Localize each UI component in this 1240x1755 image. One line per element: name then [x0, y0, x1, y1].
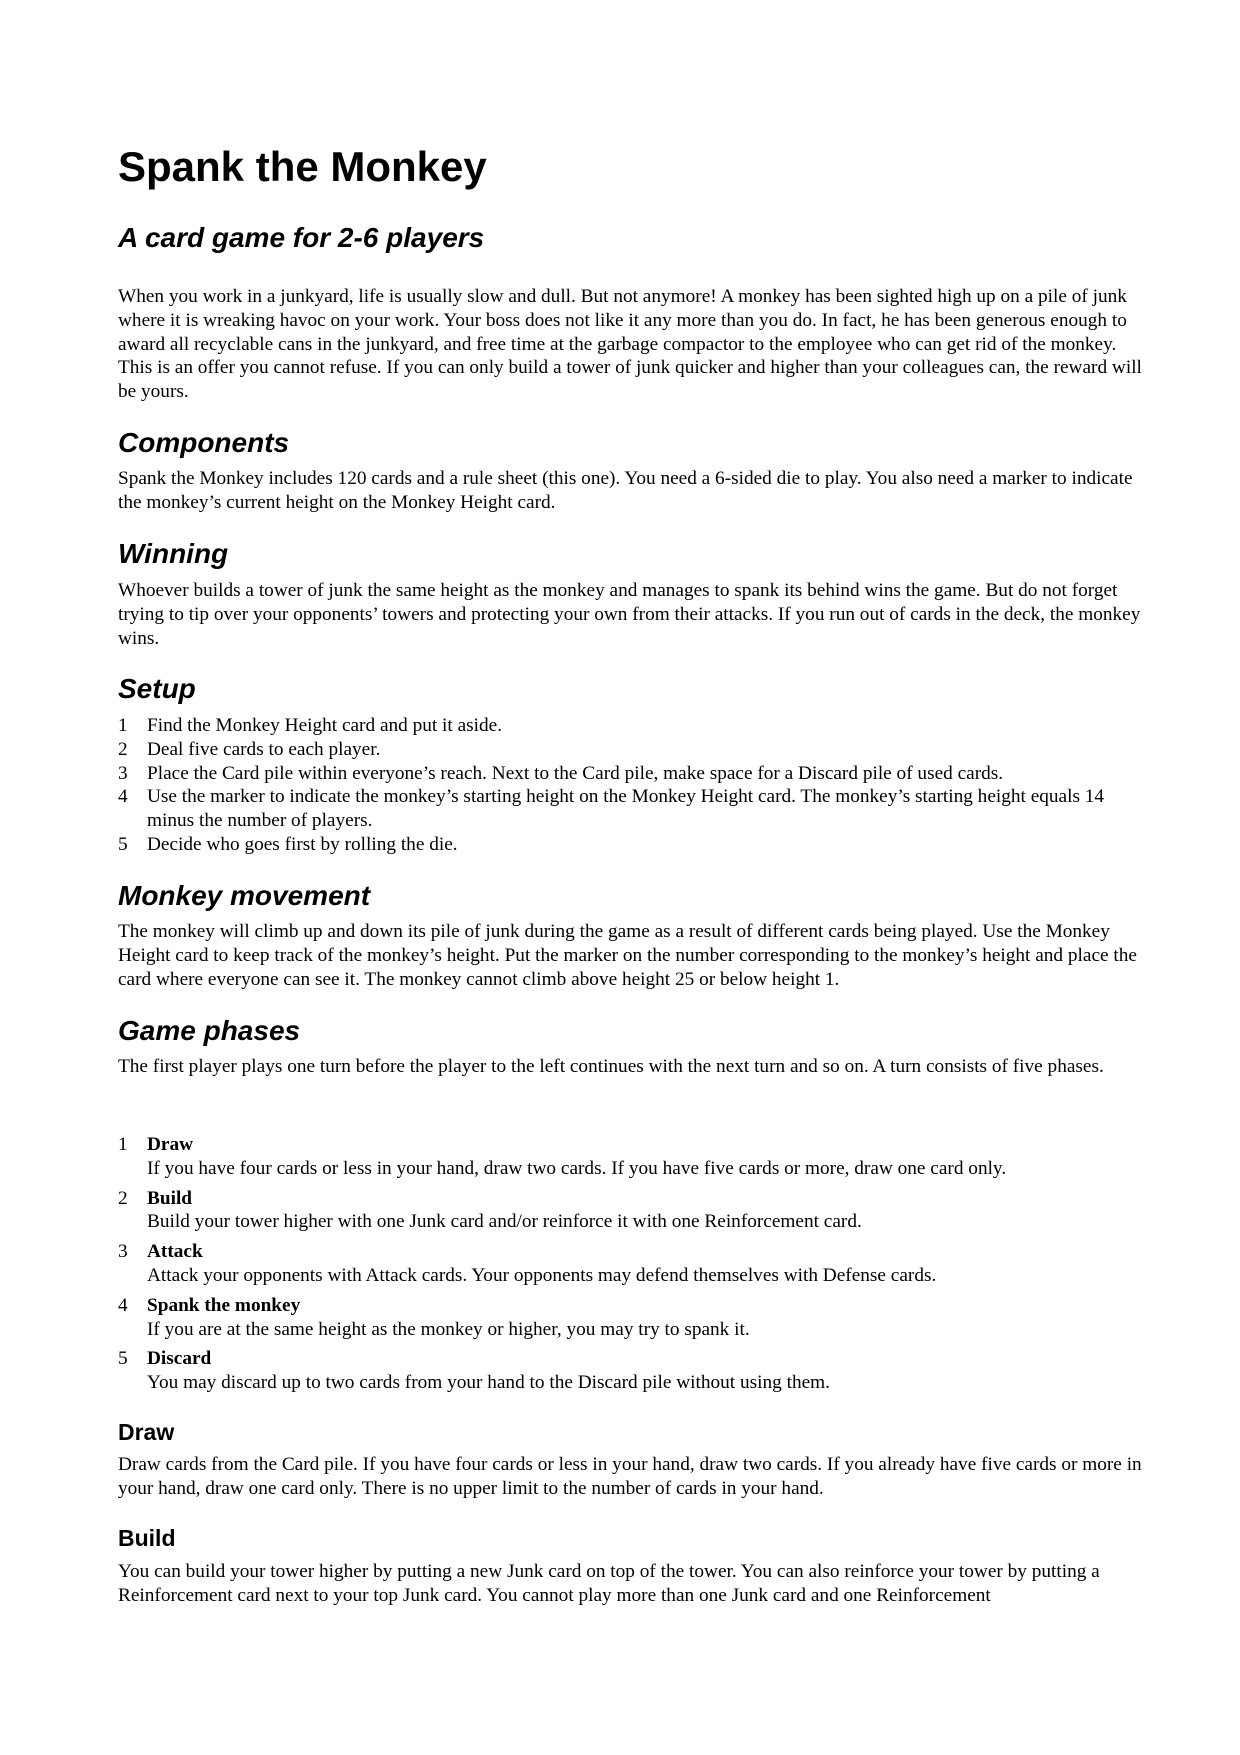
phase-item	[118, 1240, 1148, 1288]
page-subtitle: A card game for 2-6 players	[118, 222, 485, 253]
setup-item-text: Place the Card pile within everyone’s reach. Next to the Card pile, make space for a Discard pile of used cards.	[147, 762, 1004, 784]
game-phases-heading: Game phases	[118, 1015, 301, 1046]
phase-number: 4	[118, 1294, 128, 1316]
phase-number: 2	[118, 1187, 128, 1209]
setup-item	[118, 785, 1148, 833]
setup-item-text: Deal five cards to each player.	[147, 738, 381, 760]
intro-paragraph: When you work in a junkyard, life is usually slow and dull. But not anymore! A monkey has been sighted high up on a pile of junk where it is wreaking havoc on your work. Your boss does not like it any more than you do. In fact, he has been generous enough to award all recyclable cans in the junkyard, and free time at the garbage compactor to the employee who can get rid of the monkey. This is an offer you cannot refuse. If you can only build a tower of junk quicker and higher than your colleagues can, the reward will be yours.	[118, 286, 1142, 403]
phase-description: Attack your opponents with Attack cards. Your opponents may defend themselves with Defense cards.	[147, 1264, 937, 1286]
setup-list	[118, 714, 1148, 857]
game-phases-paragraph: The first player plays one turn before the player to the left continues with the next turn and so on. A turn consists of five phases.	[118, 1056, 1104, 1077]
setup-heading: Setup	[118, 673, 196, 704]
phase-number: 3	[118, 1241, 128, 1263]
phase-title: Spank the monkey	[147, 1294, 301, 1316]
monkey-movement-heading: Monkey movement	[118, 880, 371, 911]
phase-title: Build	[147, 1187, 193, 1209]
setup-item-text: Use the marker to indicate the monkey’s starting height on the Monkey Height card. The monkey’s starting height equals 14 minus the number of players.	[147, 786, 1105, 832]
phase-title: Attack	[147, 1241, 203, 1263]
setup-item-number: 3	[118, 762, 128, 784]
setup-item	[118, 714, 1148, 738]
components-paragraph: Spank the Monkey includes 120 cards and a rule sheet (this one). You need a 6-sided die to play. You also need a marker to indicate the monkey’s current height on the Monkey Height card.	[118, 468, 1133, 513]
phase-item	[118, 1187, 1148, 1235]
monkey-movement-paragraph: The monkey will climb up and down its pile of junk during the game as a result of different cards being played. Use the Monkey Height card to keep track of the monkey’s height. Put the marker on the number corresponding to the monkey’s height and place the card where everyone can see it. The monkey cannot climb above height 25 or below height 1.	[118, 921, 1137, 990]
phase-item	[118, 1347, 1148, 1395]
phase-title: Draw	[147, 1134, 194, 1155]
components-heading: Components	[118, 427, 290, 458]
setup-item	[118, 833, 1148, 857]
setup-item-number: 1	[118, 715, 128, 736]
phase-number: 1	[118, 1134, 128, 1155]
phase-description: You may discard up to two cards from your hand to the Discard pile without using them.	[147, 1372, 830, 1394]
setup-item	[118, 762, 1148, 786]
phases-list	[118, 1133, 1148, 1401]
setup-item-number: 4	[118, 786, 128, 808]
page-title: Spank the Monkey	[118, 143, 487, 190]
phase-description: If you are at the same height as the monkey or higher, you may try to spank it.	[147, 1318, 750, 1340]
setup-item-text: Find the Monkey Height card and put it aside.	[147, 715, 503, 736]
winning-heading: Winning	[118, 538, 229, 569]
winning-paragraph: Whoever builds a tower of junk the same height as the monkey and manages to spank its behind wins the game. But do not forget trying to tip over your opponents’ towers and protecting your own from their attacks. If you run out of cards in the deck, the monkey wins.	[118, 580, 1141, 649]
draw-paragraph: Draw cards from the Card pile. If you have four cards or less in your hand, draw two cards. If you already have five cards or more in your hand, draw one card only. There is no upper limit to the number of cards in your hand.	[118, 1454, 1142, 1499]
phase-number: 5	[118, 1348, 128, 1370]
phase-item	[118, 1133, 1148, 1181]
setup-item-number: 2	[118, 738, 128, 760]
setup-item	[118, 738, 1148, 762]
setup-item-number: 5	[118, 833, 128, 855]
phase-description: Build your tower higher with one Junk card and/or reinforce it with one Reinforcement card.	[147, 1211, 862, 1233]
phase-title: Discard	[147, 1348, 212, 1370]
build-paragraph: You can build your tower higher by putting a new Junk card on top of the tower. You can also reinforce your tower by putting a Reinforcement card next to your top Junk card. You cannot play more than one Junk card and one Reinforcement	[118, 1561, 1100, 1606]
phase-description: If you have four cards or less in your hand, draw two cards. If you have five cards or more, draw one card only.	[147, 1157, 1007, 1179]
setup-item-text: Decide who goes first by rolling the die.	[147, 833, 458, 855]
phase-item	[118, 1294, 1148, 1342]
build-heading: Build	[118, 1525, 176, 1551]
draw-heading: Draw	[118, 1419, 175, 1445]
